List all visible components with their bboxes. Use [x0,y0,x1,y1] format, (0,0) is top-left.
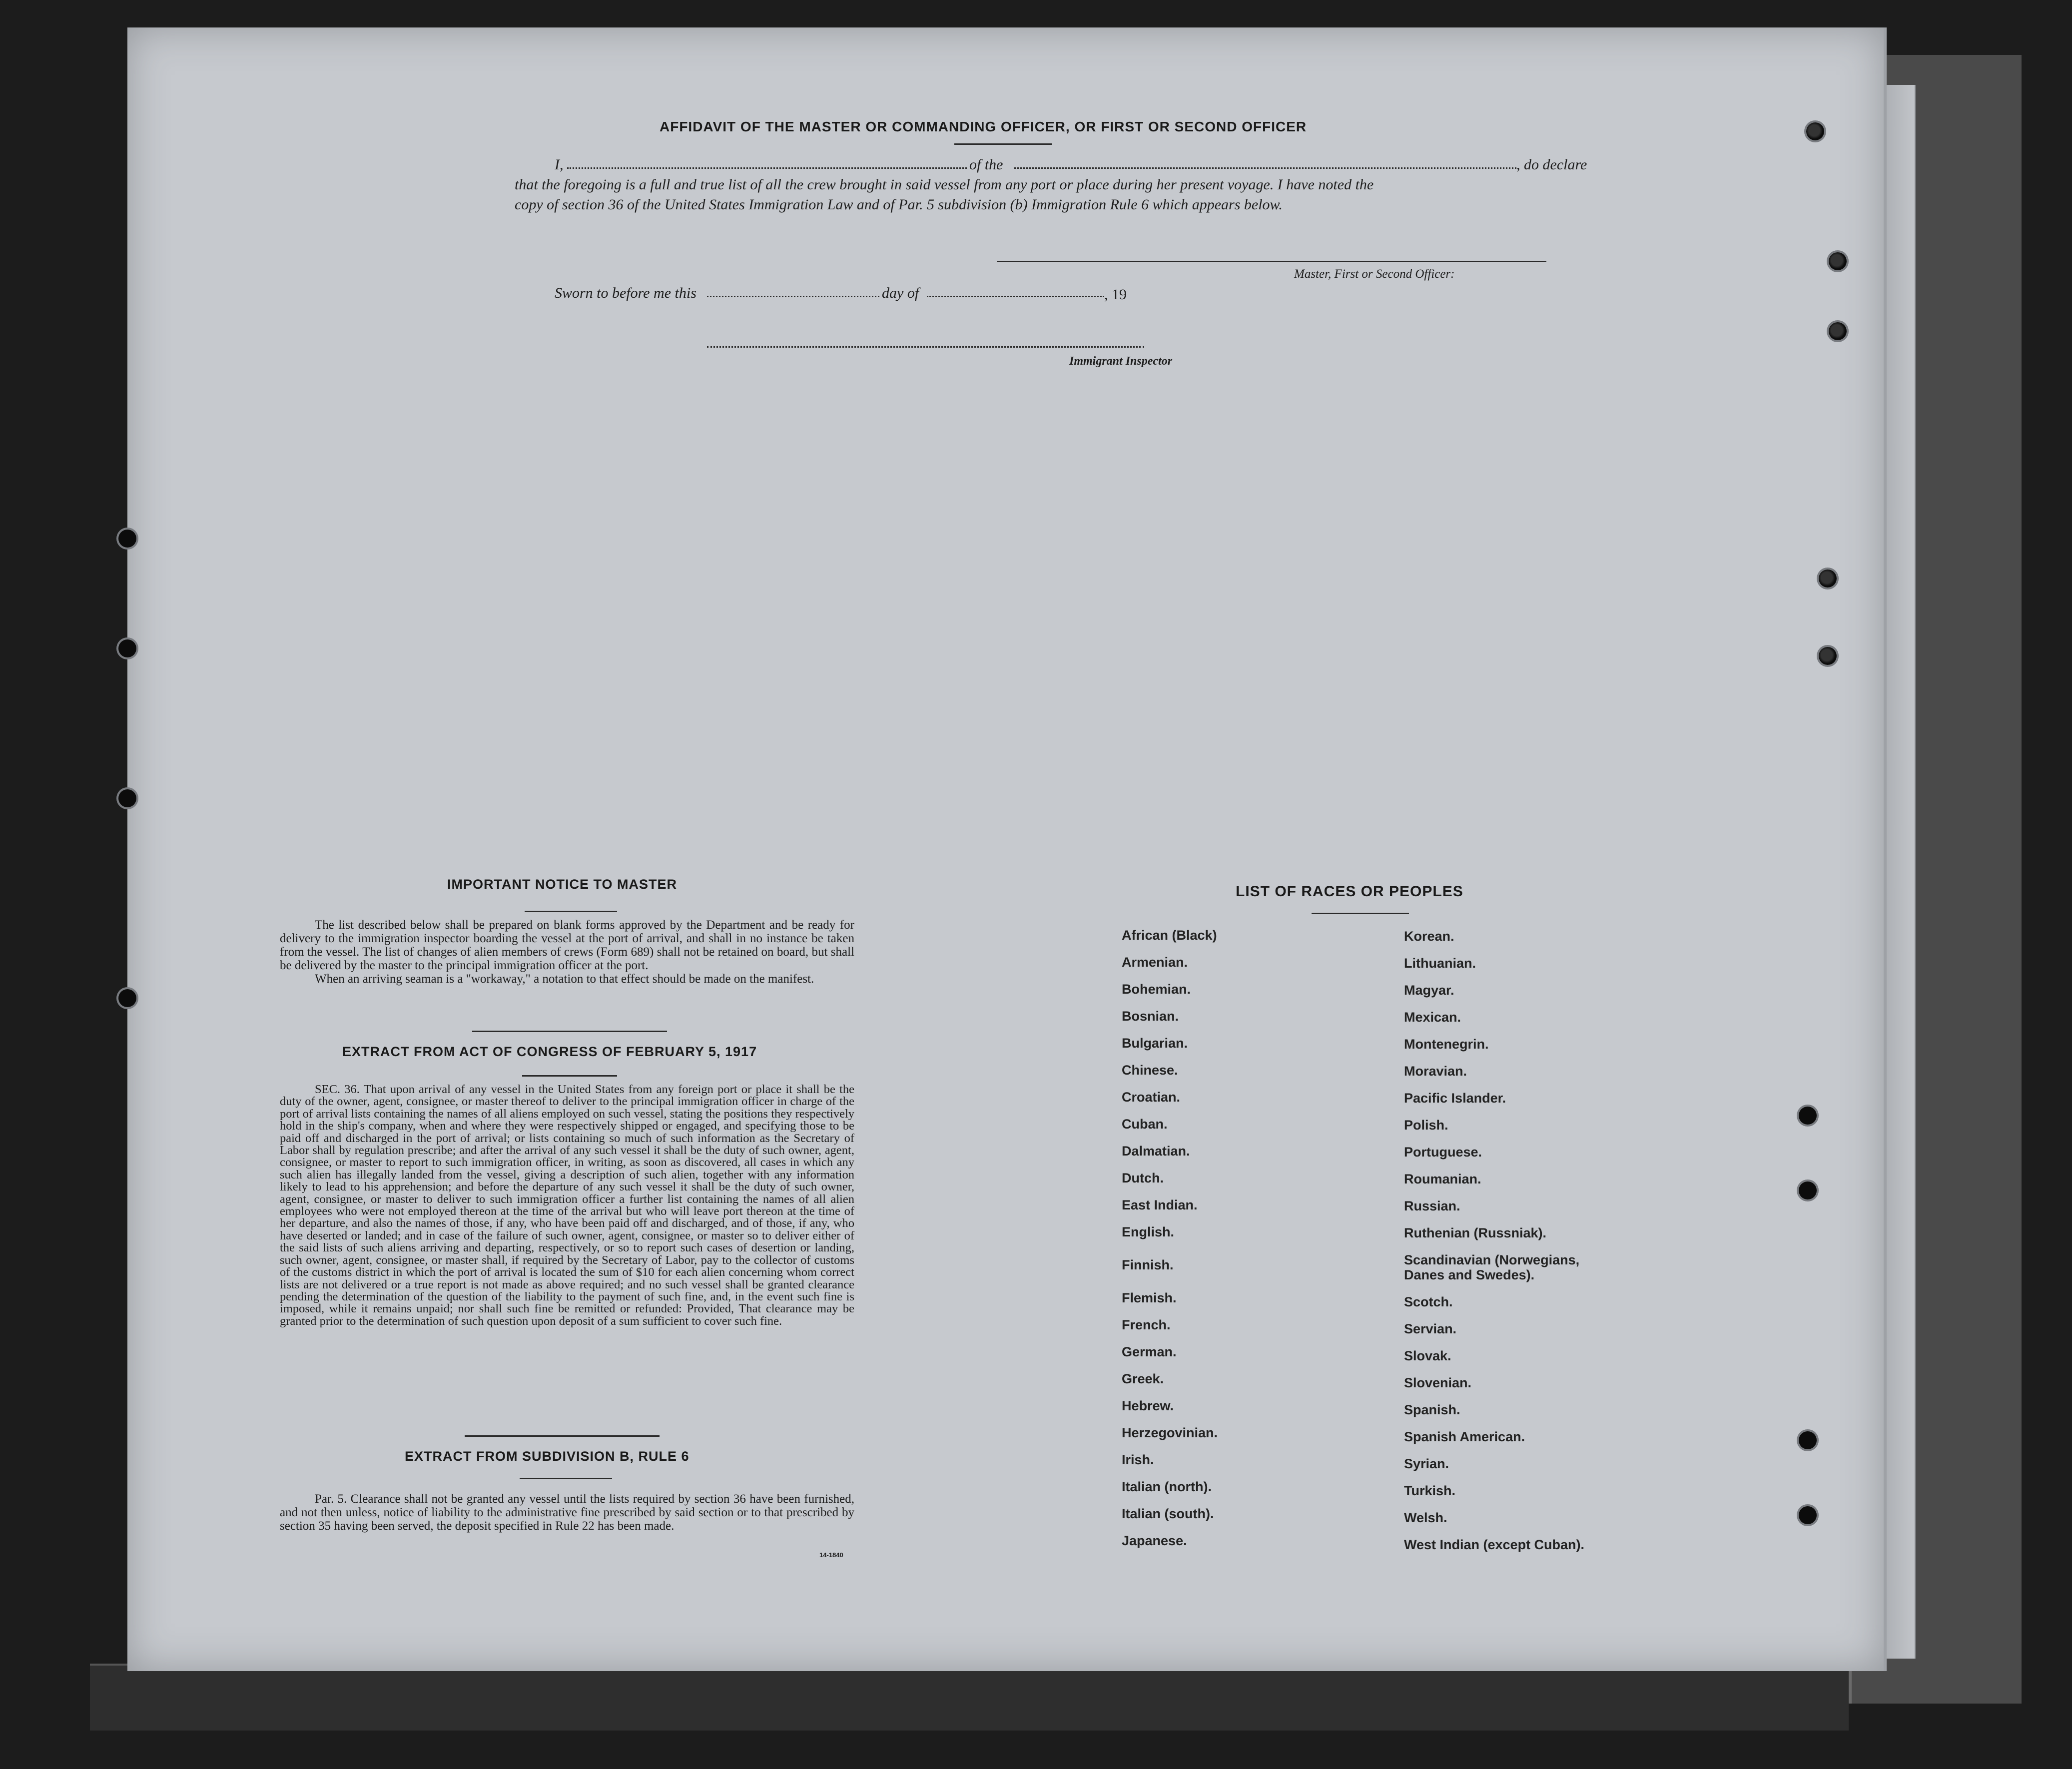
notice-para2: When an arriving seaman is a "workaway," a notation to that effect should be made on the manifest. [315,972,814,986]
affidavit-i-label: I, [555,156,564,173]
underlying-sheet [90,1664,1849,1731]
punch-hole-icon [118,639,136,657]
binder-ring-icon [1829,322,1847,340]
race-item: Armenian. [1122,955,1188,970]
punch-hole-icon [1799,1107,1817,1125]
master-name-line[interactable] [567,167,967,169]
races-column-1 [1122,922,1372,1554]
race-item: Flemish. [1122,1290,1177,1305]
notice-title-rule [525,911,617,912]
affidavit-text-line2: copy of section 36 of the United States Immigration Law and of Par. 5 subdivision (b) Immigration Rule 6 which appears below. [515,196,1283,213]
sworn-label: Sworn to before me this [555,285,696,301]
race-item: Bohemian. [1122,982,1191,997]
race-item: Cuban. [1122,1117,1168,1132]
sworn-day-line[interactable] [707,296,879,297]
race-item: Irish. [1122,1452,1154,1467]
race-item: Japanese. [1122,1533,1187,1548]
race-item: Chinese. [1122,1063,1178,1078]
race-item: Montenegrin. [1404,1037,1489,1052]
punch-hole-icon [1799,1431,1817,1449]
notice-para1: The list described below shall be prepared on blank forms approved by the Department and be ready for delivery to the immigration inspector boarding the vessel at the port of arrival, and shall in no instance be taken from the vessel. The list of changes of alien members of crews (Form 689) shall not be retained on board, but shall be delivered by the master to the principal immigration officer at the port. [280,918,854,972]
extract-act-text: SEC. 36. That upon arrival of any vessel in the United States from any foreign port or place it shall be the duty of the owner, agent, consignee, or master thereof to deliver to the principal immigration officer in charge of the port of arrival lists containing the names of all aliens employed on such vessel, stating the positions they respectively hold in the ship's company, when and where they were respectively shipped or engaged, and specifying those to be paid off and discharged in the port of arrival; or lists containing so much of such information as the Secretary of Labor shall by regulation prescribe; and after the arrival of any such vessel it shall be the duty of such owner, agent, consignee, or master to report to such immigration officer, in writing, as soon as discovered, all cases in which any such alien has illegally landed from the vessel, giving a description of such alien, together with any information likely to lead to his apprehension; and before the departure of any such vessel it shall be the duty of such owner, agent, consignee, or master to deliver to such immigration officer a further list containing the names of all alien employees who were not employed thereon at the time of the arrival but who will leave port thereon at the time of her departure, and also the names of those, if any, who have been paid off and discharged, and of those, if any, who have deserted or landed; and in case of the failure of such owner, agent, consignee, or master so to deliver either of the said lists of such aliens arriving and departing, respectively, or so to report such cases of desertion or landing, such owner, agent, consignee, or master shall, if required by the Secretary of Labor, pay to the collector of customs of the customs district in which the port of arrival is located the sum of $10 for each alien concerning whom correct lists are not delivered or a true report is not made as above required; and no such vessel shall be granted clearance pending the determination of the question of the liability to the payment of such fine, and, in the event such fine is imposed, while it remains unpaid; nor shall such fine be remitted or refunded: Provided, That clearance may be granted prior to the determination of such question upon deposit of a sum sufficient to cover such fine. [280,1083,854,1328]
race-item: Bulgarian. [1122,1036,1188,1051]
race-item: Spanish. [1404,1402,1460,1417]
extract-act-body [280,1084,854,1327]
race-item: Italian (north). [1122,1479,1212,1494]
race-item: Pacific Islander. [1404,1091,1506,1106]
race-item: Turkish. [1404,1483,1456,1498]
race-item: Scandinavian (Norwegians, Danes and Swedes). [1404,1252,1580,1282]
race-item: Syrian. [1404,1456,1449,1471]
document-page [127,27,1887,1671]
affidavit-text-line1: that the foregoing is a full and true list of all the crew brought in said vessel from any port or place during her present voyage. I have noted the [515,176,1374,193]
day-of-label: day of [882,285,919,301]
binder-ring-icon [1806,122,1824,140]
race-item: Magyar. [1404,983,1454,998]
race-item: Ruthenian (Russniak). [1404,1225,1547,1240]
race-item: Welsh. [1404,1510,1447,1525]
race-item: Servian. [1404,1321,1457,1336]
races-title-rule [1312,913,1409,914]
race-item: Korean. [1404,929,1454,944]
races-title: LIST OF RACES OR PEOPLES [1236,883,1463,900]
race-item: Italian (south). [1122,1506,1214,1521]
race-item: English. [1122,1224,1175,1239]
race-item: Slovenian. [1404,1375,1472,1390]
race-item: Polish. [1404,1118,1448,1133]
affidavit-of-the-label: of the [969,156,1003,173]
race-item: Dutch. [1122,1171,1164,1185]
race-item: Russian. [1404,1198,1460,1213]
punch-hole-icon [1799,1181,1817,1199]
extract-act-rule [522,1075,617,1077]
master-signature-label: Master, First or Second Officer: [1294,267,1455,281]
race-item: Dalmatian. [1122,1144,1190,1159]
punch-hole-icon [118,789,136,807]
inspector-label: Immigrant Inspector [1069,355,1173,368]
binder-ring-icon [1829,252,1847,270]
punch-hole-icon [118,989,136,1007]
section-divider [465,1435,660,1437]
extract-rule-title: EXTRACT FROM SUBDIVISION B, RULE 6 [405,1449,690,1464]
affidavit-do-declare: , do declare [1516,156,1587,173]
extract-act-title: EXTRACT FROM ACT OF CONGRESS OF FEBRUARY 5, 1917 [342,1044,757,1059]
punch-hole-icon [118,530,136,548]
vessel-name-line[interactable] [1014,167,1516,169]
race-item: Croatian. [1122,1090,1181,1105]
race-item: French. [1122,1317,1171,1332]
race-item: Portuguese. [1404,1145,1482,1160]
race-item: Finnish. [1122,1257,1174,1272]
section-divider [472,1031,667,1032]
races-column-2 [1404,923,1684,1558]
race-item: Slovak. [1404,1348,1451,1363]
race-item: African (Black) [1122,928,1217,943]
race-item: Hebrew. [1122,1398,1174,1413]
master-signature-line[interactable] [997,261,1546,262]
race-item: Bosnian. [1122,1009,1179,1024]
affidavit-title: AFFIDAVIT OF THE MASTER OR COMMANDING OFFICER, OR FIRST OR SECOND OFFICER [660,119,1307,134]
form-code: 14-1840 [819,1551,843,1559]
race-item: Greek. [1122,1371,1164,1386]
race-item: Mexican. [1404,1010,1461,1025]
binder-ring-icon [1819,647,1837,665]
race-item: German. [1122,1344,1177,1359]
race-item: Spanish American. [1404,1429,1525,1444]
inspector-signature-line[interactable] [707,346,1144,348]
binder-ring-icon [1819,570,1837,588]
race-item: Herzegovinian. [1122,1425,1218,1440]
extract-rule-text: Par. 5. Clearance shall not be granted any vessel until the lists required by section 36 have been furnished, and not then unless, notice of liability to the administrative fine prescribed by said section or to that prescribed by section 35 having been served, the deposit specified in Rule 22 has been made. [280,1492,854,1533]
race-item: Lithuanian. [1404,956,1476,971]
race-item: East Indian. [1122,1197,1198,1212]
affidavit-title-rule [954,143,1052,145]
notice-title: IMPORTANT NOTICE TO MASTER [447,877,677,892]
race-item: Roumanian. [1404,1172,1481,1186]
extract-rule-rule [520,1478,612,1479]
sworn-month-line[interactable] [927,296,1104,297]
year-prefix: , 19 [1104,286,1127,303]
race-item: Scotch. [1404,1294,1453,1309]
race-item: Moravian. [1404,1064,1467,1079]
punch-hole-icon [1799,1506,1817,1524]
notice-body [280,918,854,986]
extract-rule-body [280,1492,854,1533]
race-item: West Indian (except Cuban). [1404,1537,1585,1552]
